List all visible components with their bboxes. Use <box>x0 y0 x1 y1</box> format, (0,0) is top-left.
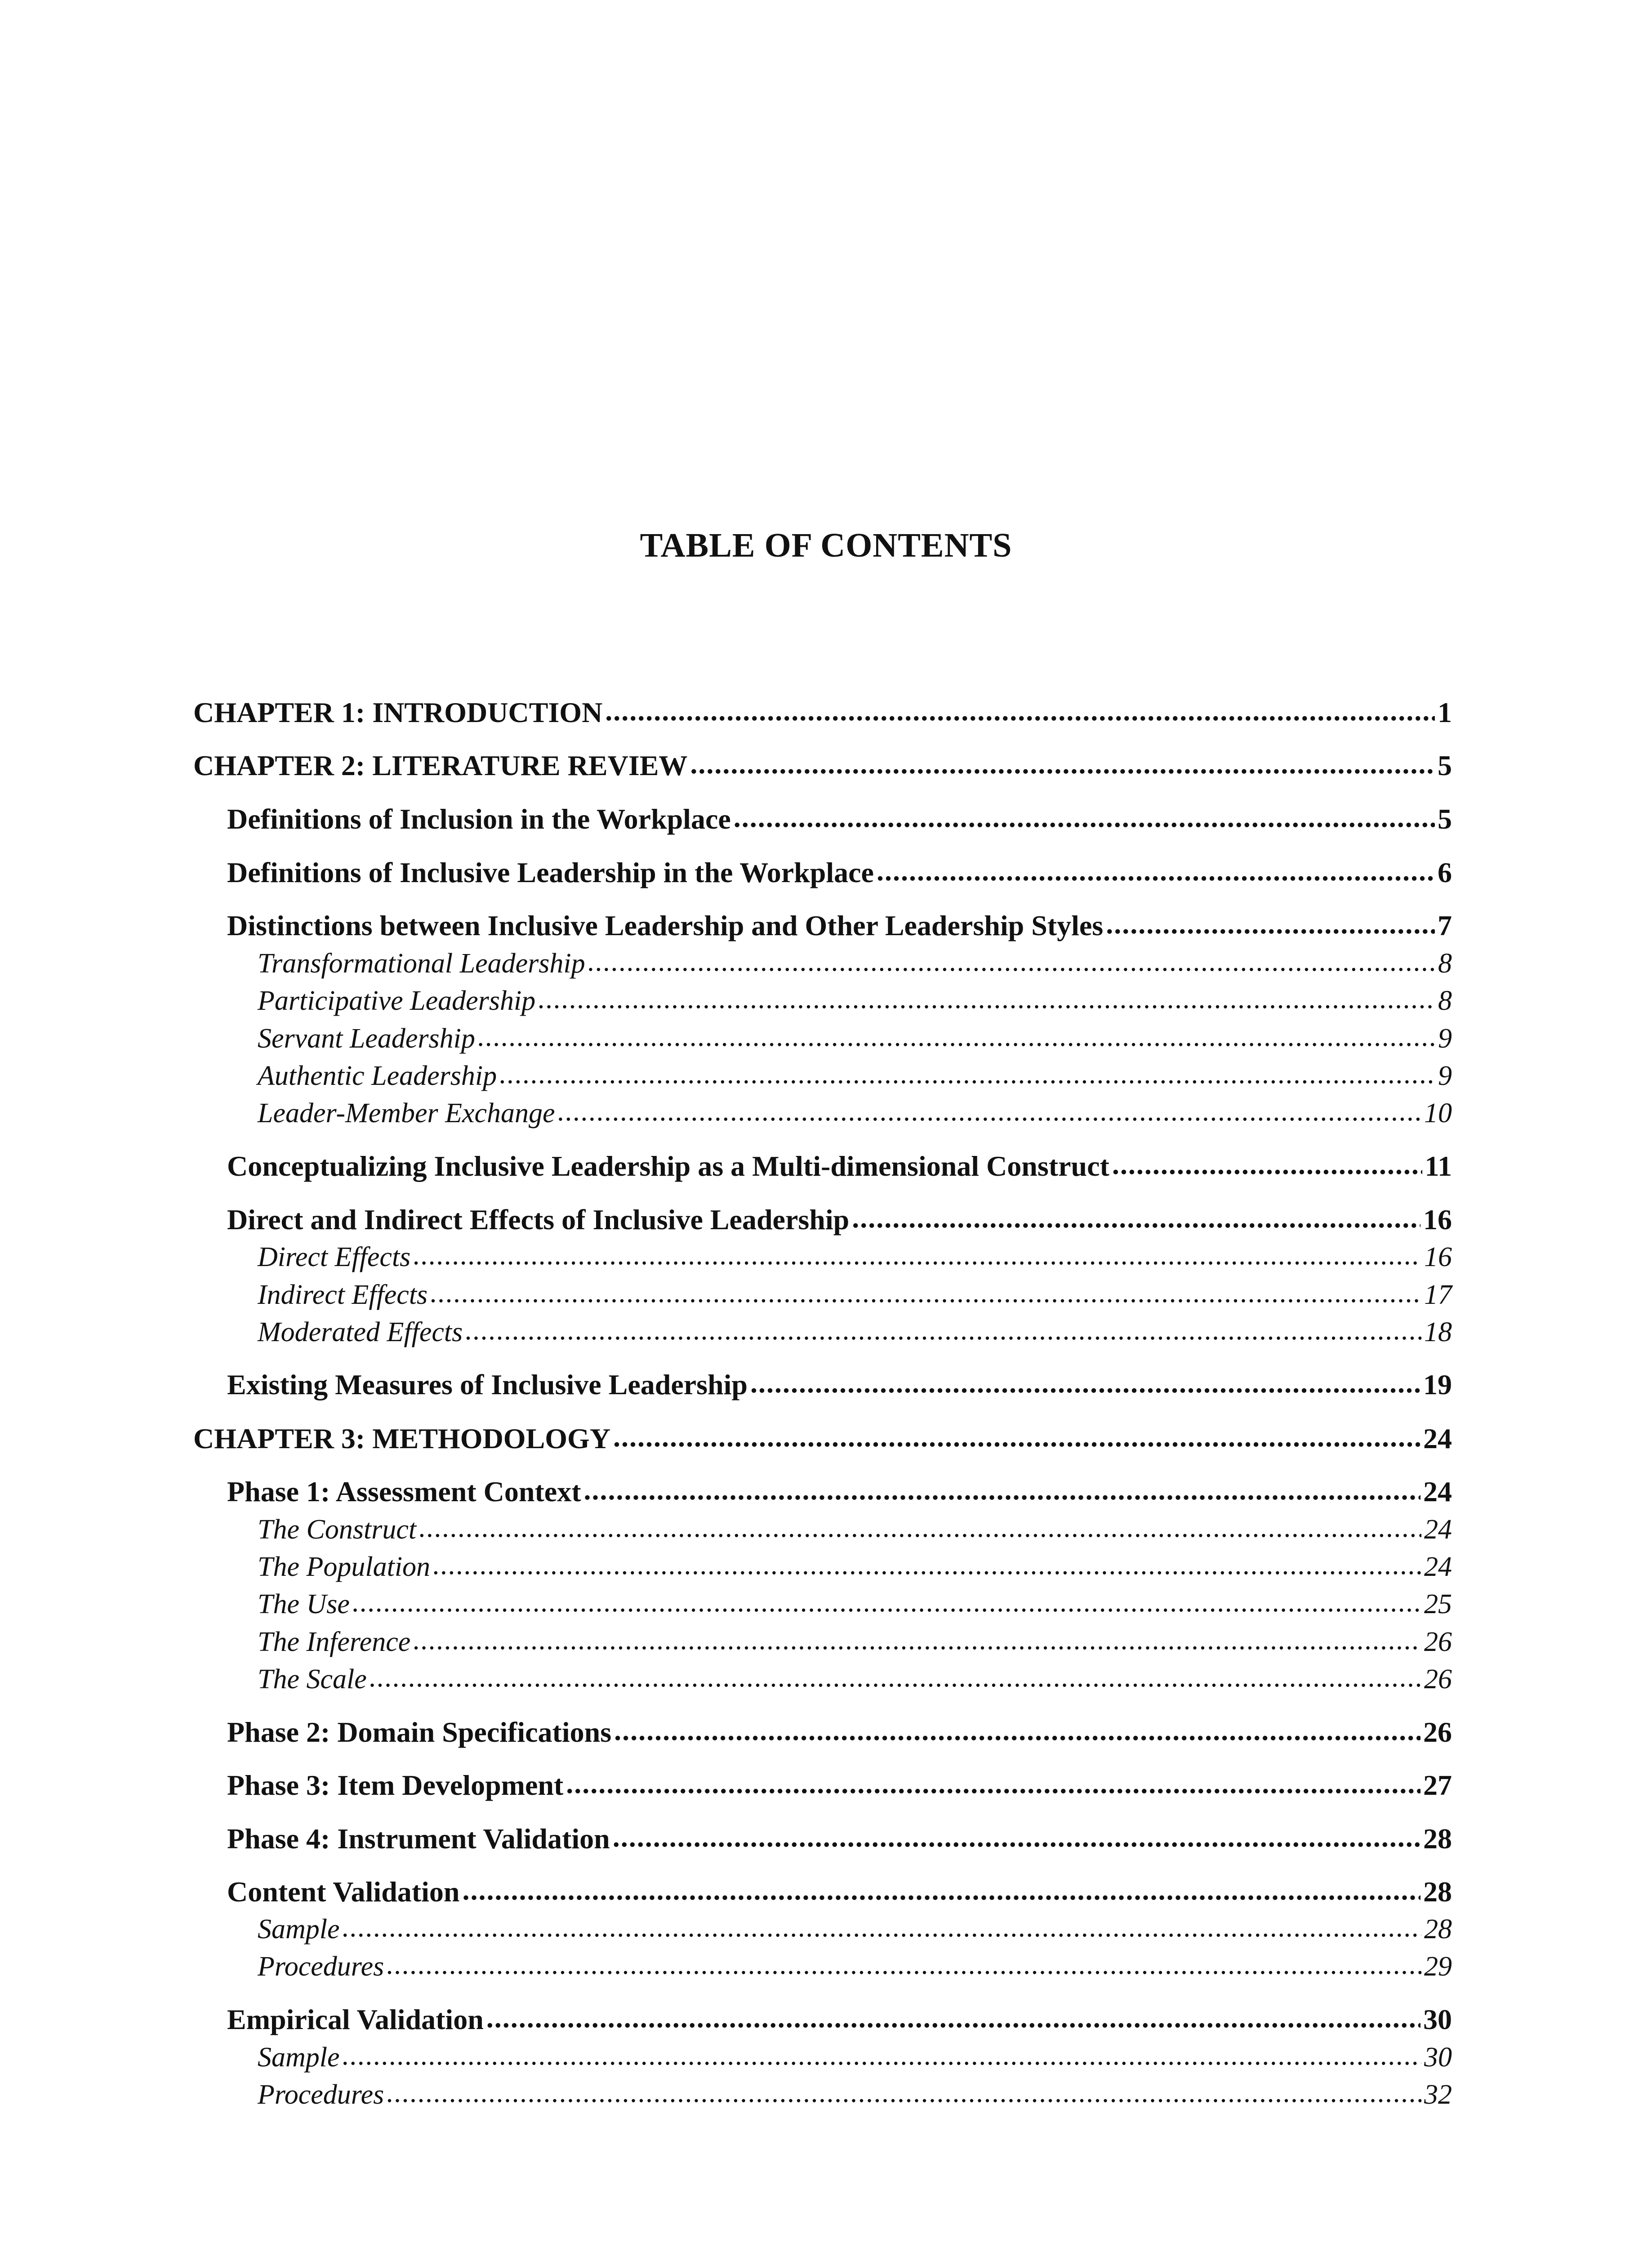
dot-leader <box>584 1472 1421 1508</box>
toc-chapter-entry <box>193 1421 1452 1457</box>
dot-leader <box>387 2075 1421 2111</box>
toc-section-entry <box>227 855 1452 891</box>
toc-entry-label: Indirect Effects <box>258 1280 428 1310</box>
toc-entry-page-number: 28 <box>1423 1823 1452 1855</box>
toc-entry-page-number: 30 <box>1424 2042 1452 2073</box>
toc-entry-page-number: 24 <box>1423 1423 1452 1454</box>
toc-entry-page-number: 1 <box>1438 696 1452 728</box>
dot-leader <box>343 2038 1421 2074</box>
dot-leader <box>613 1819 1420 1855</box>
dot-leader <box>430 1275 1421 1311</box>
toc-subsection-entry <box>258 1586 1452 1622</box>
dot-leader <box>370 1659 1421 1695</box>
dot-leader <box>614 1713 1420 1748</box>
toc-entry-label: Distinctions between Inclusive Leadership and Other Leadership Styles <box>227 910 1104 941</box>
dot-leader <box>419 1510 1421 1546</box>
toc-subsection-entry <box>258 1058 1452 1094</box>
toc-section-entry <box>227 2002 1452 2038</box>
dot-leader <box>499 1056 1435 1092</box>
toc-entry-page-number: 9 <box>1438 1061 1452 1091</box>
toc-subsection-entry <box>258 1911 1452 1947</box>
dot-leader <box>343 1909 1421 1945</box>
toc-entry-page-number: 26 <box>1423 1716 1452 1748</box>
toc-entry-page-number: 17 <box>1424 1280 1452 1310</box>
toc-entry-label: The Inference <box>258 1627 411 1657</box>
toc-entry-label: Sample <box>258 2042 340 2073</box>
toc-section-entry <box>227 1474 1452 1510</box>
toc-entry-label: Direct Effects <box>258 1242 411 1272</box>
toc-entry-page-number: 8 <box>1438 948 1452 979</box>
toc-entry-label: Transformational Leadership <box>258 948 585 979</box>
toc-entry-page-number: 16 <box>1423 1204 1452 1236</box>
toc-section-entry <box>227 801 1452 837</box>
toc-entry-page-number: 8 <box>1438 986 1452 1016</box>
toc-subsection-entry <box>258 1512 1452 1548</box>
toc-entry-page-number: 11 <box>1425 1150 1452 1182</box>
toc-subsection-entry <box>258 1661 1452 1697</box>
dot-leader <box>613 1419 1420 1455</box>
toc-entry-label: Definitions of Inclusive Leadership in the Workplace <box>227 856 874 888</box>
dot-leader <box>352 1584 1421 1620</box>
toc-entry-label: The Construct <box>258 1514 417 1545</box>
toc-entry-page-number: 28 <box>1424 1914 1452 1945</box>
dot-leader <box>734 799 1435 835</box>
toc-chapter-entry <box>193 695 1452 731</box>
toc-entry-page-number: 5 <box>1438 803 1452 835</box>
toc-entry-label: Phase 2: Domain Specifications <box>227 1716 612 1748</box>
toc-subsection-entry <box>258 1949 1452 1985</box>
dot-leader <box>1106 906 1435 942</box>
toc-entry-label: CHAPTER 1: INTRODUCTION <box>193 696 603 728</box>
toc-entry-page-number: 27 <box>1423 1769 1452 1801</box>
dot-leader <box>387 1947 1421 1983</box>
dot-leader <box>852 1200 1420 1236</box>
toc-entry-label: Servant Leadership <box>258 1023 475 1054</box>
toc-entry-label: Procedures <box>258 2079 384 2110</box>
toc-entry-page-number: 24 <box>1423 1476 1452 1508</box>
toc-entry-label: Phase 4: Instrument Validation <box>227 1823 610 1855</box>
toc-entry-page-number: 32 <box>1424 2079 1452 2110</box>
dot-leader <box>465 1312 1421 1348</box>
toc-entry-label: CHAPTER 2: LITERATURE REVIEW <box>193 749 688 781</box>
toc-entry-page-number: 24 <box>1424 1514 1452 1545</box>
toc-entry-label: Existing Measures of Inclusive Leadership <box>227 1369 748 1401</box>
toc-entry-label: Content Validation <box>227 1876 460 1908</box>
dot-leader <box>690 746 1435 782</box>
dot-leader <box>462 1872 1420 1908</box>
toc-entry-label: Authentic Leadership <box>258 1061 497 1091</box>
toc-subsection-entry <box>258 1624 1452 1660</box>
toc-entry-page-number: 7 <box>1438 910 1452 941</box>
dot-leader <box>588 944 1435 980</box>
dot-leader <box>605 693 1435 729</box>
toc-subsection-entry <box>258 1021 1452 1057</box>
toc-entry-label: Phase 1: Assessment Context <box>227 1476 581 1508</box>
toc-entry-page-number: 10 <box>1424 1098 1452 1128</box>
dot-leader <box>558 1093 1421 1129</box>
toc-entry-label: Definitions of Inclusion in the Workplace <box>227 803 731 835</box>
toc-entry-page-number: 29 <box>1424 1951 1452 1982</box>
toc-subsection-entry <box>258 946 1452 981</box>
toc-entry-label: The Population <box>258 1552 431 1582</box>
toc-subsection-entry <box>258 1239 1452 1275</box>
toc-entry-page-number: 16 <box>1424 1242 1452 1272</box>
dot-leader <box>877 853 1435 889</box>
toc-entry-page-number: 24 <box>1424 1552 1452 1582</box>
dot-leader <box>486 2000 1420 2036</box>
toc-chapter-entry <box>193 748 1452 784</box>
dot-leader <box>750 1365 1420 1401</box>
toc-entry-page-number: 9 <box>1438 1023 1452 1054</box>
dot-leader <box>433 1547 1421 1583</box>
toc-entry-page-number: 19 <box>1423 1369 1452 1401</box>
toc-entry-label: Procedures <box>258 1951 384 1982</box>
toc-section-entry <box>227 908 1452 944</box>
toc-subsection-entry <box>258 2077 1452 2113</box>
dot-leader <box>538 981 1435 1017</box>
dot-leader <box>478 1019 1435 1055</box>
toc-entry-label: The Scale <box>258 1664 367 1695</box>
toc-entry-label: Empirical Validation <box>227 2003 484 2035</box>
dot-leader <box>413 1622 1421 1658</box>
dot-leader <box>566 1766 1420 1802</box>
toc-entry-page-number: 25 <box>1424 1589 1452 1619</box>
toc-subsection-entry <box>258 1314 1452 1350</box>
toc-entry-page-number: 6 <box>1438 856 1452 888</box>
toc-entry-label: Moderated Effects <box>258 1317 463 1347</box>
toc-entry-label: Phase 3: Item Development <box>227 1769 564 1801</box>
toc-section-entry <box>227 1767 1452 1803</box>
toc-entry-page-number: 5 <box>1438 749 1452 781</box>
toc-entry-label: Direct and Indirect Effects of Inclusive Leadership <box>227 1204 850 1236</box>
toc-entry-page-number: 18 <box>1424 1317 1452 1347</box>
toc-section-entry <box>227 1874 1452 1910</box>
toc-section-entry <box>227 1367 1452 1403</box>
page-title: TABLE OF CONTENTS <box>640 526 1012 564</box>
toc-entry-label: Leader-Member Exchange <box>258 1098 555 1128</box>
toc-entry-label: CHAPTER 3: METHODOLOGY <box>193 1423 611 1454</box>
dot-leader <box>1112 1146 1422 1182</box>
toc-section-entry <box>227 1821 1452 1857</box>
toc-subsection-entry <box>258 2039 1452 2075</box>
toc-section-entry <box>227 1148 1452 1184</box>
toc-entry-label: Participative Leadership <box>258 986 536 1016</box>
toc-subsection-entry <box>258 1095 1452 1131</box>
toc-section-entry <box>227 1714 1452 1750</box>
toc-entry-label: Sample <box>258 1914 340 1945</box>
toc-entry-page-number: 26 <box>1424 1627 1452 1657</box>
toc-entry-page-number: 26 <box>1424 1664 1452 1695</box>
toc-subsection-entry <box>258 983 1452 1019</box>
toc-entry-label: Conceptualizing Inclusive Leadership as a Multi-dimensional Construct <box>227 1150 1109 1182</box>
dot-leader <box>413 1237 1421 1273</box>
toc-subsection-entry <box>258 1549 1452 1585</box>
toc-section-entry <box>227 1202 1452 1238</box>
toc-entry-label: The Use <box>258 1589 350 1619</box>
toc-entry-page-number: 30 <box>1423 2003 1452 2035</box>
toc-subsection-entry <box>258 1277 1452 1313</box>
toc-entry-page-number: 28 <box>1423 1876 1452 1908</box>
